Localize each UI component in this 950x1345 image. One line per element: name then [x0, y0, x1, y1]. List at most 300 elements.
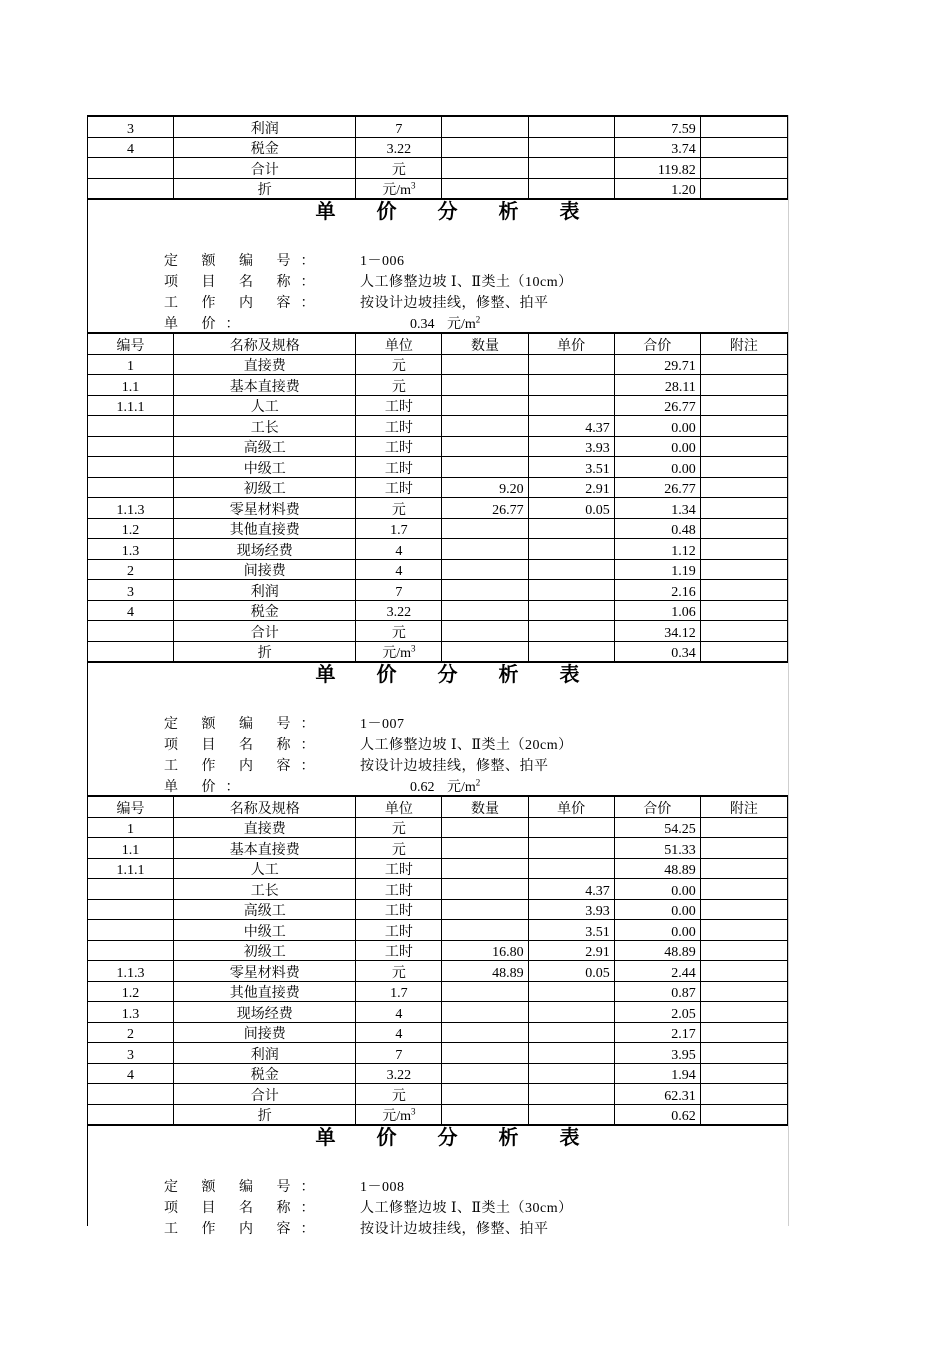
cell-unit[interactable]: 工时	[356, 395, 442, 416]
cell-name[interactable]: 合计	[174, 621, 356, 642]
table-row	[88, 395, 788, 416]
cell-code[interactable]	[88, 940, 174, 961]
cell-amount[interactable]: 2.44	[614, 961, 700, 982]
cell-note[interactable]	[700, 436, 787, 457]
cell-qty[interactable]	[442, 436, 528, 457]
cell-qty[interactable]	[442, 838, 528, 859]
cell-qty[interactable]	[442, 920, 528, 941]
cell-unit-price[interactable]	[528, 518, 614, 539]
quota-code	[88, 252, 788, 272]
cell-unit[interactable]: 4	[356, 539, 442, 560]
cell-unit-price[interactable]	[528, 1043, 614, 1064]
cell-code[interactable]: 2	[88, 1022, 174, 1043]
cell-qty[interactable]	[442, 539, 528, 560]
work-content-value: 按设计边坡挂线，修整、拍平	[360, 296, 549, 311]
cell-name[interactable]: 直接费	[174, 354, 356, 375]
cell-unit-price[interactable]	[528, 621, 614, 642]
cell-unit[interactable]: 工时	[356, 416, 442, 437]
cell-unit-price[interactable]	[528, 539, 614, 560]
cell-unit[interactable]: 1.7	[356, 518, 442, 539]
cell-qty[interactable]	[442, 178, 528, 199]
cell-note[interactable]	[700, 1002, 787, 1023]
cell-name[interactable]: 税金	[174, 600, 356, 621]
quota-code	[88, 1178, 788, 1198]
cell-amount[interactable]: 1.19	[614, 559, 700, 580]
cell-note[interactable]	[700, 838, 787, 859]
cell-amount[interactable]: 0.48	[614, 518, 700, 539]
cell-name[interactable]: 合计	[174, 158, 356, 179]
cell-unit-price[interactable]	[528, 1022, 614, 1043]
cell-note[interactable]	[700, 981, 787, 1002]
cell-qty[interactable]: 48.89	[442, 961, 528, 982]
cell-qty[interactable]	[442, 1084, 528, 1105]
cell-note[interactable]	[700, 354, 787, 375]
table-row	[88, 498, 788, 519]
cell-name[interactable]: 其他直接费	[174, 981, 356, 1002]
table-header-row	[88, 333, 788, 354]
cell-unit[interactable]: 工时	[356, 858, 442, 879]
cell-name[interactable]: 折	[174, 641, 356, 662]
sheet-content	[88, 115, 789, 1244]
cell-unit-price[interactable]: 3.93	[528, 436, 614, 457]
cell-unit-price[interactable]	[528, 1063, 614, 1084]
cell-unit-price[interactable]: 0.05	[528, 498, 614, 519]
cell-qty[interactable]	[442, 416, 528, 437]
cell-amount[interactable]: 0.00	[614, 436, 700, 457]
cell-name[interactable]: 基本直接费	[174, 838, 356, 859]
cell-code[interactable]	[88, 436, 174, 457]
cell-unit[interactable]: 工时	[356, 477, 442, 498]
cell-code[interactable]: 4	[88, 137, 174, 158]
cell-code[interactable]: 1.1	[88, 375, 174, 396]
cell-unit[interactable]: 元	[356, 817, 442, 838]
cell-code[interactable]	[88, 477, 174, 498]
cell-unit[interactable]: 元	[356, 375, 442, 396]
cell-code[interactable]: 1.3	[88, 1002, 174, 1023]
cell-note[interactable]	[700, 858, 787, 879]
cell-note[interactable]	[700, 457, 787, 478]
cell-unit-price[interactable]: 2.91	[528, 477, 614, 498]
cost-table	[87, 115, 788, 200]
cell-amount[interactable]: 1.94	[614, 1063, 700, 1084]
cell-unit[interactable]: 元	[356, 354, 442, 375]
cell-qty[interactable]: 26.77	[442, 498, 528, 519]
table-row	[88, 920, 788, 941]
cell-code[interactable]: 3	[88, 580, 174, 601]
cell-code[interactable]: 1.2	[88, 518, 174, 539]
cell-qty[interactable]	[442, 580, 528, 601]
table-row	[88, 1084, 788, 1105]
cell-name[interactable]: 零星材料费	[174, 498, 356, 519]
cell-note[interactable]	[700, 940, 787, 961]
cell-code[interactable]: 1	[88, 817, 174, 838]
cell-amount[interactable]: 119.82	[614, 158, 700, 179]
cell-unit[interactable]: 工时	[356, 879, 442, 900]
table-header-row	[88, 796, 788, 817]
cell-unit-price[interactable]	[528, 137, 614, 158]
header-cell-amount[interactable]: 合价	[614, 796, 700, 817]
quota-code-label: 定 额 编 号：	[164, 717, 325, 732]
superscript: 3	[411, 643, 416, 654]
cell-name[interactable]: 初级工	[174, 940, 356, 961]
cell-code[interactable]: 1	[88, 354, 174, 375]
cell-note[interactable]	[700, 920, 787, 941]
unit-price-label: 单 价：	[164, 317, 250, 332]
table-row	[88, 1043, 788, 1064]
unit-price-value: 0.34	[410, 317, 435, 332]
cost-table	[87, 795, 788, 1126]
cell-qty[interactable]	[442, 137, 528, 158]
table-row	[88, 477, 788, 498]
cell-amount[interactable]: 1.20	[614, 178, 700, 199]
cell-unit-price[interactable]	[528, 981, 614, 1002]
cell-name[interactable]: 现场经费	[174, 539, 356, 560]
header-cell-name[interactable]: 名称及规格	[174, 333, 356, 354]
cell-amount[interactable]: 29.71	[614, 354, 700, 375]
cell-qty[interactable]	[442, 354, 528, 375]
unit-price-value: 0.62	[410, 780, 435, 795]
cell-unit[interactable]: 工时	[356, 899, 442, 920]
spreadsheet-page	[87, 115, 789, 1237]
superscript: 2	[475, 777, 481, 788]
cell-code[interactable]: 4	[88, 1063, 174, 1084]
cell-code[interactable]: 1.1.1	[88, 858, 174, 879]
cell-unit-price[interactable]	[528, 1104, 614, 1125]
cell-unit[interactable]: 3.22	[356, 600, 442, 621]
cell-qty[interactable]	[442, 375, 528, 396]
cell-code[interactable]	[88, 1104, 174, 1125]
cell-unit-price[interactable]	[528, 641, 614, 662]
cell-amount[interactable]: 0.62	[614, 1104, 700, 1125]
cell-name[interactable]: 现场经费	[174, 1002, 356, 1023]
header-cell-qty[interactable]: 数量	[442, 333, 528, 354]
cell-unit-price[interactable]	[528, 580, 614, 601]
cell-amount[interactable]: 0.34	[614, 641, 700, 662]
cell-name[interactable]: 高级工	[174, 436, 356, 457]
cell-unit-price[interactable]	[528, 600, 614, 621]
cell-note[interactable]	[700, 158, 787, 179]
cell-qty[interactable]	[442, 395, 528, 416]
cell-amount[interactable]: 1.06	[614, 600, 700, 621]
cell-qty[interactable]	[442, 518, 528, 539]
cell-note[interactable]	[700, 375, 787, 396]
cell-unit[interactable]: 元	[356, 158, 442, 179]
header-cell-code[interactable]: 编号	[88, 796, 174, 817]
cell-amount[interactable]: 2.16	[614, 580, 700, 601]
table-row	[88, 621, 788, 642]
table-row	[88, 457, 788, 478]
cell-unit[interactable]: 工时	[356, 436, 442, 457]
cell-qty[interactable]: 16.80	[442, 940, 528, 961]
cell-name[interactable]: 税金	[174, 1063, 356, 1084]
cell-unit[interactable]: 元	[356, 498, 442, 519]
cell-note[interactable]	[700, 879, 787, 900]
cell-qty[interactable]	[442, 1022, 528, 1043]
cell-qty[interactable]	[442, 1002, 528, 1023]
cell-note[interactable]	[700, 580, 787, 601]
header-cell-unit[interactable]: 单位	[356, 333, 442, 354]
cell-unit-price[interactable]: 3.51	[528, 920, 614, 941]
cell-amount[interactable]: 0.00	[614, 879, 700, 900]
cell-code[interactable]: 4	[88, 600, 174, 621]
section-info	[88, 228, 789, 332]
work-content-label: 工 作 内 容：	[164, 759, 325, 774]
project-name-value: 人工修整边坡 Ⅰ、Ⅱ类土（10cm）	[360, 275, 573, 290]
cell-note[interactable]	[700, 1022, 787, 1043]
cell-qty[interactable]	[442, 899, 528, 920]
header-cell-qty[interactable]: 数量	[442, 796, 528, 817]
quota-code-value: 1－007	[360, 717, 405, 732]
cell-name[interactable]: 零星材料费	[174, 961, 356, 982]
cell-name[interactable]: 基本直接费	[174, 375, 356, 396]
cell-amount[interactable]: 51.33	[614, 838, 700, 859]
cell-unit-price[interactable]	[528, 158, 614, 179]
cell-unit[interactable]: 1.7	[356, 981, 442, 1002]
cell-name[interactable]: 人工	[174, 395, 356, 416]
table-row	[88, 580, 788, 601]
cell-note[interactable]	[700, 1104, 787, 1125]
cell-amount[interactable]: 3.74	[614, 137, 700, 158]
cell-unit-price[interactable]	[528, 116, 614, 137]
cell-unit-price[interactable]: 2.91	[528, 940, 614, 961]
cell-qty[interactable]	[442, 1043, 528, 1064]
table-row	[88, 817, 788, 838]
cell-name[interactable]: 利润	[174, 116, 356, 137]
cell-unit[interactable]: 7	[356, 1043, 442, 1064]
cell-amount[interactable]: 0.00	[614, 920, 700, 941]
header-cell-name[interactable]: 名称及规格	[174, 796, 356, 817]
header-cell-unit-price[interactable]: 单价	[528, 333, 614, 354]
cell-name[interactable]: 合计	[174, 1084, 356, 1105]
cell-name[interactable]: 折	[174, 1104, 356, 1125]
table-row	[88, 354, 788, 375]
cell-note[interactable]	[700, 539, 787, 560]
cell-qty[interactable]	[442, 1104, 528, 1125]
cell-name[interactable]: 中级工	[174, 920, 356, 941]
cell-code[interactable]	[88, 1084, 174, 1105]
cell-code[interactable]: 1.3	[88, 539, 174, 560]
cell-code[interactable]: 3	[88, 116, 174, 137]
cell-unit-price[interactable]: 4.37	[528, 879, 614, 900]
cell-amount[interactable]: 3.95	[614, 1043, 700, 1064]
cell-unit-price[interactable]: 4.37	[528, 416, 614, 437]
cell-note[interactable]	[700, 116, 787, 137]
cell-qty[interactable]	[442, 858, 528, 879]
quota-code-label: 定 额 编 号：	[164, 254, 325, 269]
cell-unit[interactable]: 3.22	[356, 1063, 442, 1084]
cell-code[interactable]	[88, 920, 174, 941]
cell-code[interactable]: 1.1.3	[88, 498, 174, 519]
cell-unit[interactable]: 4	[356, 1022, 442, 1043]
cell-note[interactable]	[700, 477, 787, 498]
cell-note[interactable]	[700, 1084, 787, 1105]
cell-amount[interactable]: 2.17	[614, 1022, 700, 1043]
cell-amount[interactable]: 28.11	[614, 375, 700, 396]
quota-code-label: 定 额 编 号：	[164, 1180, 325, 1195]
cell-amount[interactable]: 62.31	[614, 1084, 700, 1105]
cell-note[interactable]	[700, 621, 787, 642]
cell-name[interactable]: 初级工	[174, 477, 356, 498]
cell-amount[interactable]: 26.77	[614, 477, 700, 498]
cell-unit[interactable]: 工时	[356, 920, 442, 941]
cell-amount[interactable]: 34.12	[614, 621, 700, 642]
cell-name[interactable]: 间接费	[174, 1022, 356, 1043]
cell-unit[interactable]: 4	[356, 559, 442, 580]
cell-code[interactable]	[88, 641, 174, 662]
cell-qty[interactable]	[442, 457, 528, 478]
cell-amount[interactable]: 2.05	[614, 1002, 700, 1023]
cell-amount[interactable]: 7.59	[614, 116, 700, 137]
header-cell-note[interactable]: 附注	[700, 796, 787, 817]
cell-unit-price[interactable]: 0.05	[528, 961, 614, 982]
cell-code[interactable]	[88, 879, 174, 900]
table-row	[88, 1022, 788, 1043]
cell-unit[interactable]: 元	[356, 1084, 442, 1105]
cell-note[interactable]	[700, 961, 787, 982]
cell-note[interactable]	[700, 559, 787, 580]
cell-code[interactable]	[88, 899, 174, 920]
cell-note[interactable]	[700, 817, 787, 838]
header-cell-amount[interactable]: 合价	[614, 333, 700, 354]
cell-unit[interactable]: 元$/m^3$	[356, 1104, 442, 1125]
project-name-value: 人工修整边坡 Ⅰ、Ⅱ类土（30cm）	[360, 1201, 573, 1216]
cell-unit[interactable]: 元	[356, 961, 442, 982]
cell-name[interactable]: 人工	[174, 858, 356, 879]
cell-unit-price[interactable]	[528, 559, 614, 580]
cell-name[interactable]: 折	[174, 178, 356, 199]
cell-amount[interactable]: 1.12	[614, 539, 700, 560]
header-cell-note[interactable]: 附注	[700, 333, 787, 354]
cell-code[interactable]: 1.1.1	[88, 395, 174, 416]
cell-unit-price[interactable]	[528, 375, 614, 396]
cell-qty[interactable]	[442, 817, 528, 838]
cell-name[interactable]: 利润	[174, 1043, 356, 1064]
cell-note[interactable]	[700, 1043, 787, 1064]
cell-name[interactable]: 中级工	[174, 457, 356, 478]
table-row	[88, 879, 788, 900]
cell-unit[interactable]: 工时	[356, 940, 442, 961]
cell-note[interactable]	[700, 641, 787, 662]
cell-name[interactable]: 利润	[174, 580, 356, 601]
cell-note[interactable]	[700, 498, 787, 519]
cell-code[interactable]: 2	[88, 559, 174, 580]
cell-note[interactable]	[700, 518, 787, 539]
cell-amount[interactable]: 54.25	[614, 817, 700, 838]
table-row	[88, 1104, 788, 1125]
cell-unit-price[interactable]	[528, 817, 614, 838]
cell-qty[interactable]: 9.20	[442, 477, 528, 498]
cell-amount[interactable]: 0.00	[614, 416, 700, 437]
cell-name[interactable]: 工长	[174, 879, 356, 900]
cell-code[interactable]	[88, 416, 174, 437]
work-content	[88, 757, 788, 777]
cell-name[interactable]: 税金	[174, 137, 356, 158]
cell-qty[interactable]	[442, 981, 528, 1002]
cell-qty[interactable]	[442, 621, 528, 642]
header-cell-unit[interactable]: 单位	[356, 796, 442, 817]
cell-amount[interactable]: 26.77	[614, 395, 700, 416]
cell-unit[interactable]: 7	[356, 116, 442, 137]
table-row	[88, 178, 788, 199]
cell-note[interactable]	[700, 416, 787, 437]
cell-qty[interactable]	[442, 600, 528, 621]
cell-code[interactable]: 1.1.3	[88, 961, 174, 982]
cell-note[interactable]	[700, 600, 787, 621]
cell-unit-price[interactable]	[528, 1084, 614, 1105]
cell-note[interactable]	[700, 178, 787, 199]
cell-amount[interactable]: 0.00	[614, 457, 700, 478]
cell-note[interactable]	[700, 899, 787, 920]
cell-name[interactable]: 高级工	[174, 899, 356, 920]
cell-note[interactable]	[700, 137, 787, 158]
cell-qty[interactable]	[442, 1063, 528, 1084]
cell-unit-price[interactable]: 3.93	[528, 899, 614, 920]
cell-code[interactable]	[88, 457, 174, 478]
work-content	[88, 294, 788, 314]
section-title: 单 价 分 析 表	[315, 201, 598, 223]
cell-amount[interactable]: 48.89	[614, 940, 700, 961]
header-cell-code[interactable]: 编号	[88, 333, 174, 354]
cell-unit[interactable]: 元$/m^3$	[356, 178, 442, 199]
cell-code[interactable]	[88, 621, 174, 642]
cell-code[interactable]: 1.2	[88, 981, 174, 1002]
cell-amount[interactable]: 48.89	[614, 858, 700, 879]
work-content-label: 工 作 内 容：	[164, 1222, 325, 1237]
cell-note[interactable]	[700, 395, 787, 416]
cell-unit-price[interactable]	[528, 838, 614, 859]
cell-unit[interactable]: 工时	[356, 457, 442, 478]
cell-unit-price[interactable]	[528, 395, 614, 416]
cell-unit[interactable]: 元	[356, 621, 442, 642]
cell-qty[interactable]	[442, 559, 528, 580]
cell-unit[interactable]: 元$/m^3$	[356, 641, 442, 662]
work-content-value: 按设计边坡挂线，修整、拍平	[360, 759, 549, 774]
cell-note[interactable]	[700, 1063, 787, 1084]
cell-unit-price[interactable]	[528, 178, 614, 199]
cell-name[interactable]: 其他直接费	[174, 518, 356, 539]
cell-unit[interactable]: 元	[356, 838, 442, 859]
cell-name[interactable]: 直接费	[174, 817, 356, 838]
cell-code[interactable]: 1.1	[88, 838, 174, 859]
cell-amount[interactable]: 0.87	[614, 981, 700, 1002]
cell-name[interactable]: 工长	[174, 416, 356, 437]
cell-unit-price[interactable]	[528, 354, 614, 375]
project-name-label: 项 目 名 称：	[164, 738, 325, 753]
table-row	[88, 641, 788, 662]
cell-unit[interactable]: 3.22	[356, 137, 442, 158]
cell-qty[interactable]	[442, 879, 528, 900]
cell-amount[interactable]: 1.34	[614, 498, 700, 519]
cell-code[interactable]: 3	[88, 1043, 174, 1064]
cell-code[interactable]	[88, 178, 174, 199]
cell-unit[interactable]: 4	[356, 1002, 442, 1023]
cell-qty[interactable]	[442, 158, 528, 179]
cell-unit-price[interactable]	[528, 858, 614, 879]
cell-unit-price[interactable]: 3.51	[528, 457, 614, 478]
unit-price-unit: 元$/m^2$	[447, 314, 481, 332]
cell-unit[interactable]: 7	[356, 580, 442, 601]
cell-qty[interactable]	[442, 116, 528, 137]
cell-unit-price[interactable]	[528, 1002, 614, 1023]
header-cell-unit-price[interactable]: 单价	[528, 796, 614, 817]
cell-amount[interactable]: 0.00	[614, 899, 700, 920]
cell-name[interactable]: 间接费	[174, 559, 356, 580]
cell-code[interactable]	[88, 158, 174, 179]
section-title: 单 价 分 析 表	[315, 1127, 598, 1149]
quota-code-value: 1－008	[360, 1180, 405, 1195]
cell-qty[interactable]	[442, 641, 528, 662]
table-row	[88, 1063, 788, 1084]
